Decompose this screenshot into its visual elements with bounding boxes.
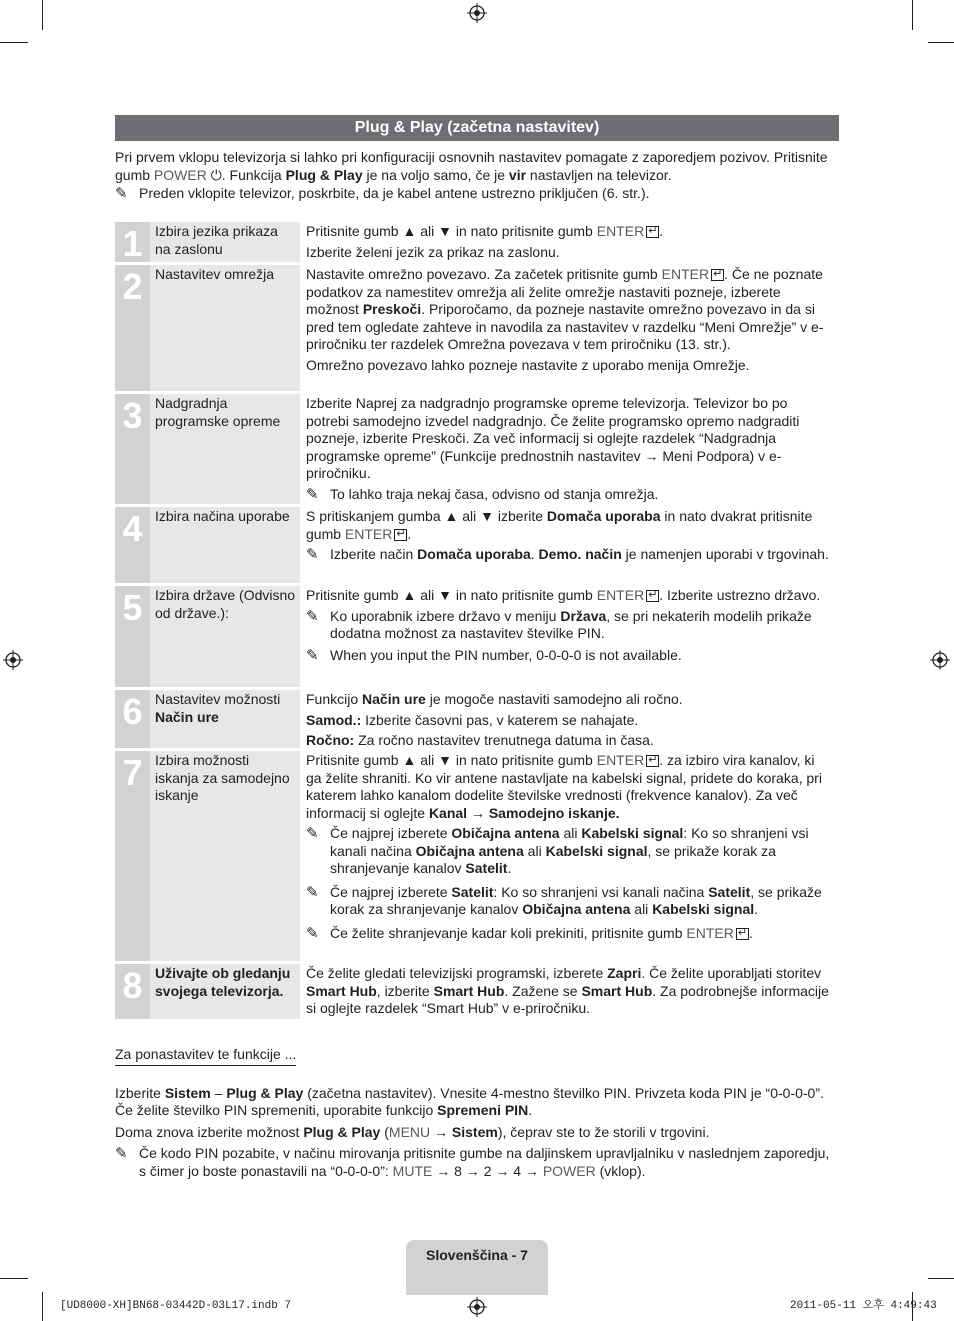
step-content: Pritisnite gumb ▲ ali ▼ in nato pritisnite gumb ENTER↵ . Izberite želeni jezik za prikaz na zaslonu.	[300, 222, 839, 262]
enter-icon	[711, 269, 724, 281]
steps-table	[115, 222, 839, 1022]
note: ✎ Ko uporabnik izbere državo v meniju Država, se pri nekaterih modelih prikaže dodatna možnost za nastavitev številke PIN.	[306, 607, 812, 641]
enter-icon	[646, 755, 659, 767]
note-icon: ✎	[306, 883, 319, 901]
step-number: 8	[115, 964, 150, 1019]
step-title: Nadgradnja programske opreme	[150, 394, 300, 504]
step-content: Če želite gledati televizijski programski, izberete Zapri. Če želite uporabljati storitev Smart Hub, izberite Smart Hub. Zažene se Smart Hub. Za podrobnejše informacije si oglejte razdelek “Smart Hub” v e-priročniku.	[306, 965, 829, 1016]
note-icon: ✎	[306, 607, 319, 625]
step-row	[115, 586, 839, 687]
note-icon: ✎	[115, 1145, 128, 1162]
note-icon: ✎	[306, 546, 319, 563]
note: ✎ Če najprej izberete Običajna antena ali Kabelski signal: Ko so shranjeni vsi kanali načina Običajna antena ali Kabelski signal, se prikaže korak za shranjevanje kanalov Satelit.	[306, 825, 809, 876]
step-row	[115, 964, 839, 1019]
step-content: Pritisnite gumb ▲ ali ▼ in nato pritisnite gumb ENTER↵ . Izberite ustrezno državo. ✎ Ko uporabnik izbere državo v meniju Država, se pri nekaterih modelih prikaže dodatna možnost za nastavitev številke PIN. ✎ When you input the PIN number, 0-0-0-0 is not available.	[300, 586, 839, 687]
step-row	[115, 507, 839, 583]
enter-icon	[646, 590, 659, 602]
step-content: S pritiskanjem gumba ▲ ali ▼ izberite Domača uporaba in nato dvakrat pritisnite gumb ENTER↵ . ✎ Izberite način Domača uporaba. Demo. način je namenjen uporabi v trgovinah.	[300, 507, 839, 583]
enter-icon	[736, 928, 749, 940]
note-icon: ✎	[115, 185, 128, 202]
step-row	[115, 265, 839, 391]
note: ✎ Če želite shranjevanje kadar koli prekiniti, pritisnite gumb ENTER↵ .	[306, 925, 833, 943]
step-content: Pritisnite gumb ▲ ali ▼ in nato pritisnite gumb ENTER↵ . za izbiro vira kanalov, ki ga želite shraniti. Ko vir antene nastavljate na kabelski signal, pridete do koraka, pri katerem lahko kanalom dodelite številske vrednosti (frekvence kanalov). Za več informacij si oglejte Kanal → Samodejno iskanje. ✎ Če najprej izberete Običajna antena ali Kabelski signal: Ko so shranjeni vsi kanali načina Običajna antena ali Kabelski signal, se prikaže korak za shranjevanje kanalov Satelit. ✎ Če najprej izberete Satelit: Ko so shranjeni vsi kanali načina Satelit, se prikaže korak za shranjevanje kanalov Običajna antena ali Kabelski signal. ✎ Če želite shranjevanje kadar koli prekiniti, pritisnite gumb ENTER↵ .	[300, 751, 839, 961]
subheading: Za ponastavitev te funkcije ...	[115, 1046, 296, 1066]
crop-mark	[928, 1278, 954, 1279]
note: ✎ To lahko traja nekaj časa, odvisno od stanja omrežja.	[306, 485, 659, 503]
step-title: Izbira jezika prikaza na zaslonu	[150, 222, 300, 262]
note: ✎ Preden vklopite televizor, poskrbite, da je kabel antene ustrezno priključen (6. str.).	[115, 185, 650, 202]
note-icon: ✎	[306, 924, 319, 942]
registration-mark-icon	[467, 1297, 487, 1317]
step-number: 4	[115, 507, 150, 583]
step-row	[115, 690, 839, 748]
imprint-right: 2011-05-11 오후 4:49:43	[790, 1300, 937, 1312]
step-row	[115, 222, 839, 262]
crop-mark	[912, 0, 913, 30]
power-label: POWER	[153, 166, 207, 183]
step-title: Izbira države (Odvisno od države.):	[150, 586, 300, 687]
step-number: 1	[115, 222, 150, 262]
imprint-left: [UD8000-XH]BN68-03442D-03L17.indb 7	[60, 1300, 292, 1312]
step-number: 3	[115, 394, 150, 504]
note: ✎ Izberite način Domača uporaba. Demo. način je namenjen uporabi v trgovinah.	[306, 546, 829, 563]
registration-mark-icon	[3, 650, 23, 670]
crop-mark	[42, 0, 43, 30]
note-icon: ✎	[306, 646, 319, 664]
step-title: Nastavitev možnosti Način ure	[150, 690, 300, 748]
note-icon: ✎	[306, 485, 319, 503]
registration-mark-icon	[930, 650, 950, 670]
page-number-tab	[406, 1240, 548, 1295]
step-title: Uživajte ob gledanju svojega televizorja.	[150, 964, 300, 1019]
step-number: 7	[115, 751, 150, 961]
note-icon: ✎	[306, 825, 319, 842]
crop-mark	[928, 42, 954, 43]
step-number: 5	[115, 586, 150, 687]
step-title: Izbira načina uporabe	[150, 507, 300, 583]
intro	[115, 149, 839, 203]
enter-icon	[646, 226, 659, 238]
step-number: 2	[115, 265, 150, 391]
reset-section: Za ponastavitev te funkcije ... Izberite Sistem – Plug & Play (začetna nastavitev). Vnesite 4-mestno številko PIN. Privzeta koda PIN je “0-0-0-0”. Če želite številko PIN spremeniti, uporabite funkcijo Spremeni PIN. Doma znova izberite možnost Plug & Play (MENU → Sistem), čeprav ste to že storili v trgovini. ✎ Če kodo PIN pozabite, v načinu mirovanja pritisnite gumbe na daljinskem upravljalniku v naslednjem zaporedju, s čimer jo boste ponastavili na “0-0-0-0”: MUTE → 8 → 2 → 4 → POWER (vklop).	[115, 1046, 839, 1180]
intro-paragraph: Pri prvem vklopu televizorja si lahko pri konfiguraciji osnovnih nastavitev pomagate z zaporedjem pozivov. Pritisnite gumb POWER ⏻. Funkcija Plug & Play je na voljo samo, če je vir nastavljen na televizor.	[115, 149, 828, 183]
section-title: Plug & Play (začetna nastavitev)	[115, 115, 839, 141]
crop-mark	[42, 1292, 43, 1321]
power-icon: ⏻	[206, 166, 222, 183]
step-title: Izbira možnosti iskanja za samodejno iskanje	[150, 751, 300, 961]
note: ✎ When you input the PIN number, 0-0-0-0 is not available.	[306, 646, 682, 664]
step-content: Funkcijo Način ure je mogoče nastaviti samodejno ali ročno. Samod.: Izberite časovni pas, v katerem se nahajate. Ročno: Za ročno nastavitev trenutnega datuma in časa.	[306, 691, 683, 748]
step-title: Nastavitev omrežja	[150, 265, 300, 391]
step-number: 6	[115, 690, 150, 748]
step-row	[115, 394, 839, 504]
crop-mark	[0, 42, 28, 43]
note: ✎ Če kodo PIN pozabite, v načinu mirovanja pritisnite gumbe na daljinskem upravljalniku v naslednjem zaporedju, s čimer jo boste ponastavili na “0-0-0-0”: MUTE → 8 → 2 → 4 → POWER (vklop).	[115, 1145, 830, 1179]
step-content: Nastavite omrežno povezavo. Za začetek pritisnite gumb ENTER↵ . Če ne poznate podatkov za namestitev omrežja ali želite omrežje nastaviti pozneje, izberete možnost Preskoči. Priporočamo, da pozneje nastavite omrežno povezavo in da si pred tem ogledate zahteve in navodila za nastavitev v razdelku “Meni Omrežje” v e-priročniku ter razdelek Omrežna povezava v tem priročniku (13. str.). Omrežno povezavo lahko pozneje nastavite z uporabo menija Omrežje.	[300, 265, 839, 391]
page-number: Slovenščina - 7	[426, 1247, 528, 1263]
step-content: Izberite Naprej za nadgradnjo programske opreme televizorja. Televizor bo po potrebi samodejno izvedel nadgradnjo. Če želite programsko opremo nadgraditi pozneje, izberite Preskoči. Za več informacij si oglejte razdelek “Nadgradnja programske opreme” (Funkcije prednostnih nastavitev → Meni Podpora) v e-priročniku. ✎ To lahko traja nekaj časa, odvisno od stanja omrežja.	[300, 394, 839, 504]
note: ✎ Če najprej izberete Satelit: Ko so shranjeni vsi kanali načina Satelit, se prikaže korak za shranjevanje kanalov Običajna antena ali Kabelski signal.	[306, 883, 822, 917]
crop-mark	[0, 1278, 28, 1279]
registration-mark-icon	[467, 3, 487, 23]
step-row	[115, 751, 839, 961]
enter-icon	[394, 529, 407, 541]
